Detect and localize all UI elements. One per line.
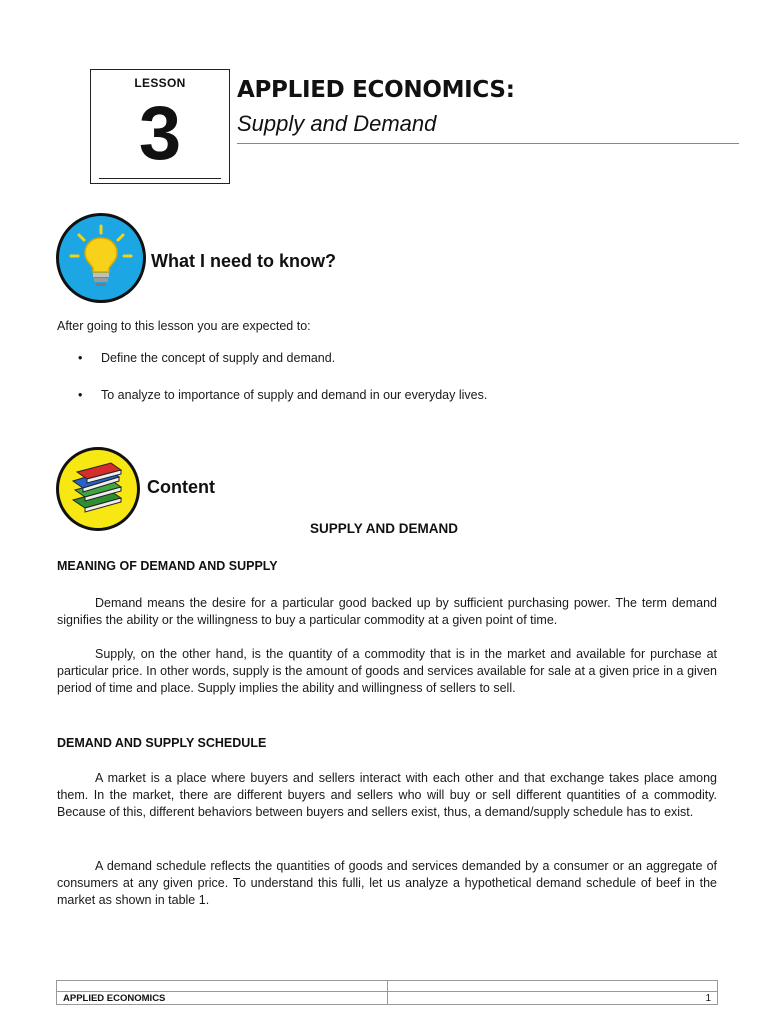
- books-icon: [56, 447, 140, 531]
- bullet-dot: •: [78, 351, 83, 365]
- section-title-content: Content: [147, 477, 215, 497]
- title-rule: [237, 143, 739, 144]
- meaning-heading: MEANING OF DEMAND AND SUPPLY: [57, 559, 278, 573]
- lesson-box: [90, 69, 230, 184]
- footer-table: [56, 980, 718, 1005]
- paragraph: A demand schedule reflects the quantities of goods and services demanded by a consumer or an aggregate of consumers at any given price. To understand this fulli, let us analyze a hypothetical demand schedule of beef in the market as shown in table 1.: [57, 859, 717, 907]
- intro-text: After going to this lesson you are expected to:: [57, 319, 311, 333]
- paragraph: Demand means the desire for a particular good backed up by sufficient purchasing power. The term demand signifies the ability or the willingness to buy a particular commodity at a given point of time.: [57, 596, 717, 627]
- objective-item: Define the concept of supply and demand.: [101, 351, 336, 365]
- lightbulb-icon: [56, 213, 146, 303]
- objective-item: To analyze to importance of supply and demand in our everyday lives.: [101, 388, 488, 402]
- lesson-label: LESSON: [134, 76, 186, 90]
- bullet-dot: •: [78, 388, 83, 402]
- lesson-number: 3: [138, 91, 182, 176]
- schedule-heading: DEMAND AND SUPPLY SCHEDULE: [57, 736, 267, 750]
- subject-title: APPLIED ECONOMICS:: [237, 77, 515, 103]
- page-number: 1: [387, 992, 718, 1005]
- lesson-box-underline: [99, 178, 221, 179]
- footer-subject: APPLIED ECONOMICS: [57, 992, 388, 1005]
- paragraph: A market is a place where buyers and sellers interact with each other and that exchange takes place among them. In the market, there are different buyers and sellers who will buy or sell different quantities of a commodity. Because of this, different behaviors between buyers and sellers exist, thus, a demand/supply schedule has to exist.: [57, 771, 717, 819]
- lesson-topic: Supply and Demand: [237, 111, 437, 136]
- paragraph: Supply, on the other hand, is the quantity of a commodity that is in the market and available for purchase at particular price. In other words, supply is the amount of goods and services available for sale at a given price in a given period of time and place. Supply implies the ability and willingness of sellers to sell.: [57, 647, 717, 695]
- page-footer: [56, 980, 718, 1004]
- content-heading: SUPPLY AND DEMAND: [309, 521, 459, 536]
- section-title-what-i-need-to-know: What I need to know?: [151, 251, 336, 271]
